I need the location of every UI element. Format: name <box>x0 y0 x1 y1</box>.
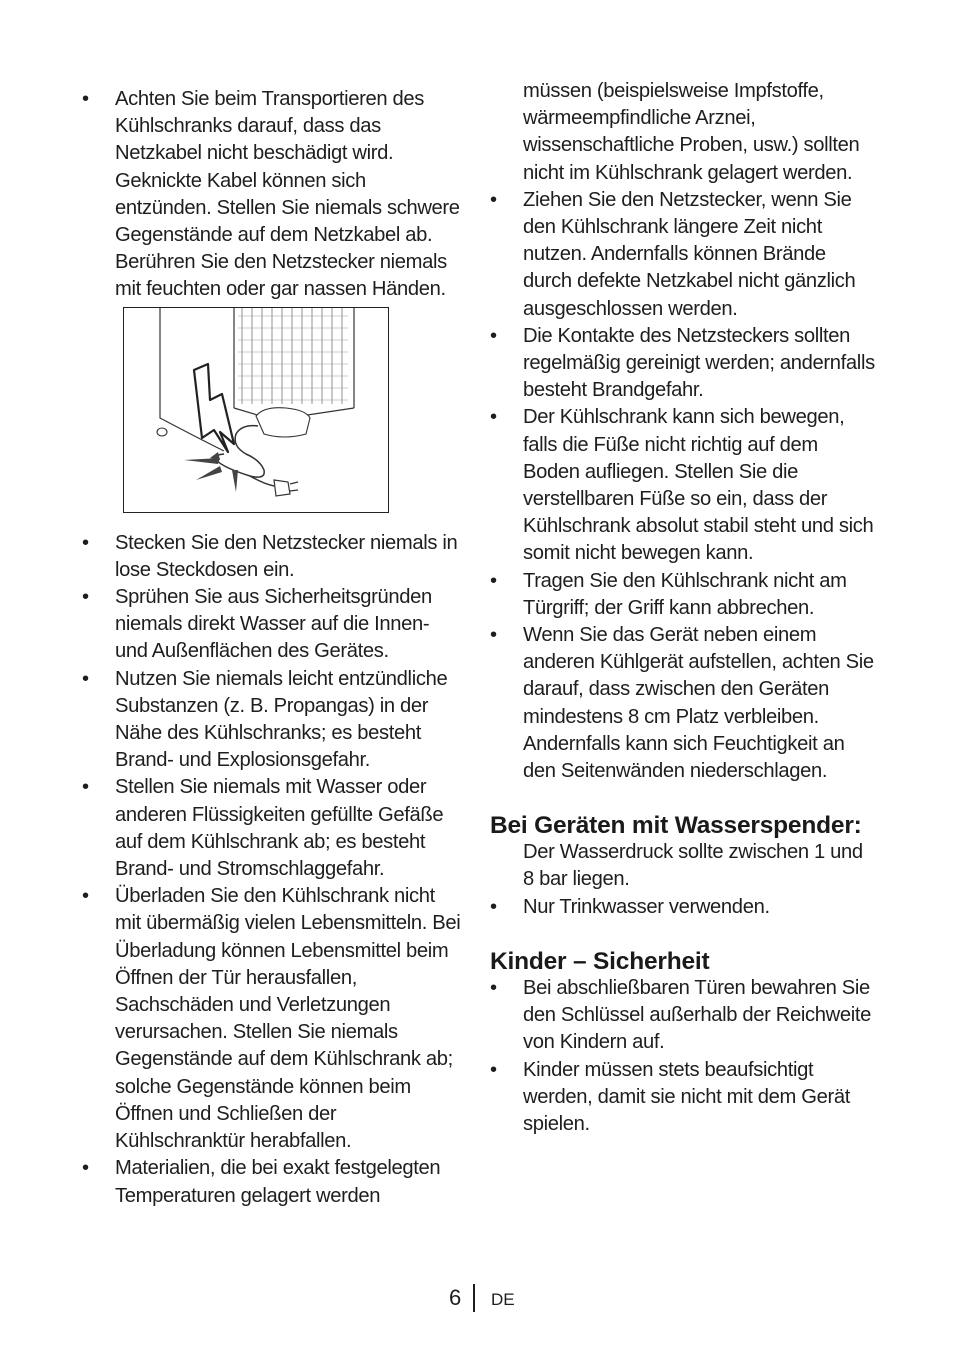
list-item: • Ziehen Sie den Netzstecker, wenn Sie den Kühlschrank längere Zeit nicht nutzen. Andernfalls können Brände durch defekte Netzkabel nicht gänzlich ausgeschlossen werden. <box>490 187 875 323</box>
list-item: • Tragen Sie den Kühlschrank nicht am Türgriff; der Griff kann abbrechen. <box>490 568 875 622</box>
fridge-cable-drawing <box>124 308 388 512</box>
list-item: • Achten Sie beim Transportieren des Kühlschranks darauf, dass das Netzkabel nicht beschädigt wird. Geknickte Kabel können sich entzünden. Stellen Sie niemals schwere Gegenstände auf dem Netzkabel ab. Berühren Sie den Netzstecker niemals mit feuchten oder gar nassen Händen. <box>82 86 462 304</box>
power-cable-illustration <box>123 307 389 513</box>
language-code: DE <box>491 1290 515 1309</box>
list-item: • Stellen Sie niemals mit Wasser oder anderen Flüssigkeiten gefüllte Gefäße auf dem Kühlschrank ab; es besteht Brand- und Stromschlaggefahr. <box>82 774 462 883</box>
water-pressure-text: Der Wasserdruck sollte zwischen 1 und 8 bar liegen. <box>523 841 863 891</box>
list-item: • Nutzen Sie niemals leicht entzündliche Substanzen (z. B. Propangas) in der Nähe des Kühlschranks; es besteht Brand- und Explosionsgefahr. <box>82 666 462 775</box>
page-footer <box>0 1284 954 1314</box>
list-item: • Bei abschließbaren Türen bewahren Sie den Schlüssel außerhalb der Reichweite von Kindern auf. <box>490 975 875 1057</box>
list-item: • Materialien, die bei exakt festgelegten Temperaturen gelagert werden <box>82 1155 462 1209</box>
left-column <box>82 86 462 1210</box>
list-item: • Stecken Sie den Netzstecker niemals in lose Steckdosen ein. <box>82 530 462 584</box>
list-item: • Sprühen Sie aus Sicherheitsgründen niemals direkt Wasser auf die Innen- und Außenflächen des Gerätes. <box>82 584 462 666</box>
list-item: • Überladen Sie den Kühlschrank nicht mit übermäßig vielen Lebensmitteln. Bei Überladung können Lebensmittel beim Öffnen der Tür herausfallen, Sachschäden und Verletzungen verursachen. Stellen Sie niemals Gegenstände auf dem Kühlschrank ab; solche Gegenstände können beim Öffnen und Schließen der Kühlschranktür herabfallen. <box>82 883 462 1155</box>
list-item: • Kinder müssen stets beaufsichtigt werden, damit sie nicht mit dem Gerät spielen. <box>490 1057 875 1139</box>
list-item-continuation: müssen (beispielsweise Impfstoffe, wärmeempfindliche Arznei, wissenschaftliche Proben, usw.) sollten nicht im Kühlschrank gelagert werden. <box>523 80 860 184</box>
child-safety-heading: Kinder – Sicherheit <box>490 947 710 975</box>
page-number: 6 <box>449 1285 462 1310</box>
right-column <box>490 78 875 1138</box>
list-item: • Wenn Sie das Gerät neben einem anderen Kühlgerät aufstellen, achten Sie darauf, dass zwischen den Geräten mindestens 8 cm Platz verbleiben. Andernfalls kann sich Feuchtigkeit an den Seitenwänden niederschlagen. <box>490 622 875 785</box>
list-item: • Die Kontakte des Netzsteckers sollten regelmäßig gereinigt werden; andernfalls besteht Brandgefahr. <box>490 323 875 405</box>
list-item: • Nur Trinkwasser verwenden. <box>490 894 875 921</box>
water-dispenser-heading: Bei Geräten mit Wasserspender: <box>490 812 862 840</box>
footer-divider <box>473 1284 475 1312</box>
list-item: • Der Kühlschrank kann sich bewegen, falls die Füße nicht richtig auf dem Boden aufliegen. Stellen Sie die verstellbaren Füße so ein, dass der Kühlschrank absolut stabil steht und sich somit nicht bewegen kann. <box>490 404 875 567</box>
